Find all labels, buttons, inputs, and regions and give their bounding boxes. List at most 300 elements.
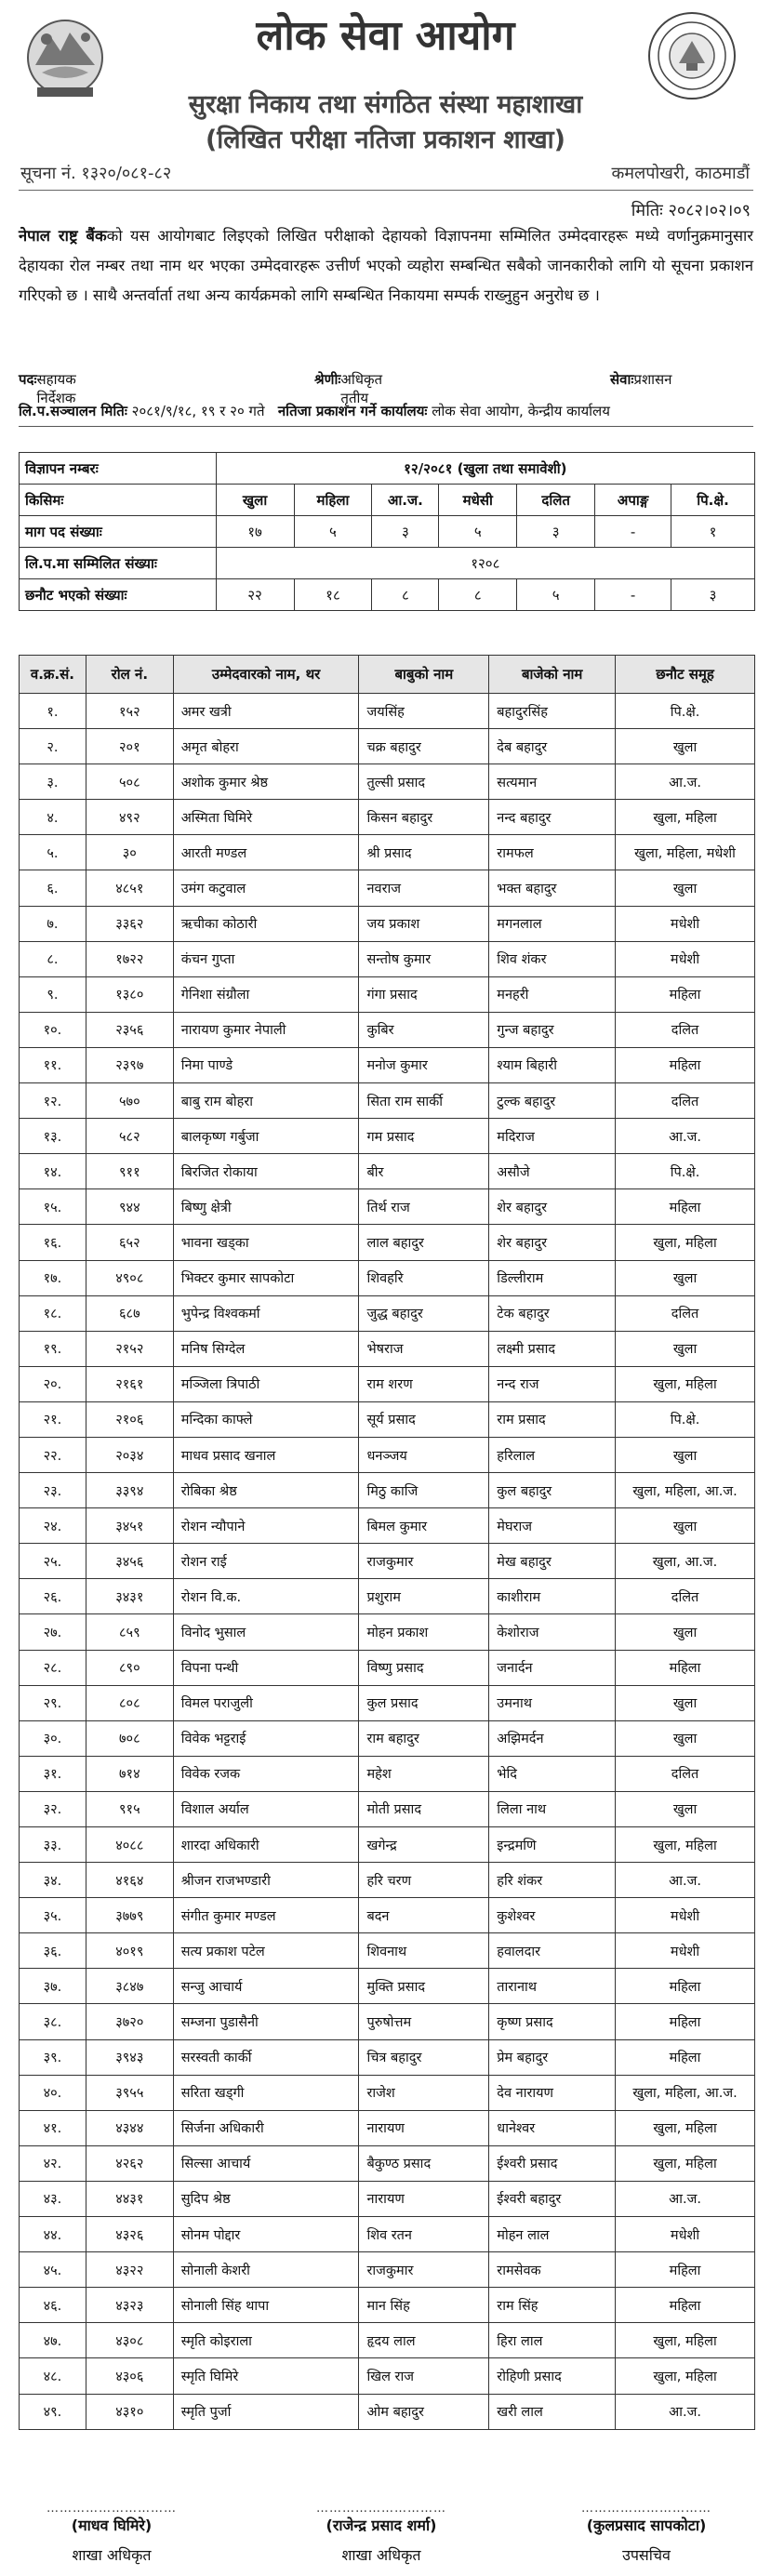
father-name-cell: किसन बहादुर (359, 800, 489, 835)
roll-number-cell: ४१६४ (86, 1863, 173, 1898)
level-field: श्रेणीः अधिकृत तृतीय (314, 371, 383, 406)
result-row (20, 1579, 755, 1614)
roll-number-cell: २०३४ (86, 1437, 173, 1472)
roll-number-cell: ८९० (86, 1650, 173, 1685)
grandfather-name-cell: मेघराज (489, 1508, 616, 1544)
grandfather-name-cell: भक्त बहादुर (489, 870, 616, 906)
selection-group-cell: आ.ज. (616, 2394, 755, 2429)
roll-number-cell: २०१ (86, 729, 173, 764)
demand-cell: ५ (439, 516, 517, 548)
result-row (20, 976, 755, 1012)
serial-cell: ८. (20, 941, 86, 976)
result-row (20, 1827, 755, 1863)
serial-cell: ३८. (20, 2004, 86, 2039)
roll-number-cell: २३९७ (86, 1047, 173, 1082)
father-name-cell: जुद्ध बहादुर (359, 1295, 489, 1331)
roll-number-cell: १५२ (86, 694, 173, 729)
header-grandfather-name: बाजेको नाम (489, 656, 616, 694)
selection-group-cell: दलित (616, 1012, 755, 1047)
serial-cell: १६. (20, 1225, 86, 1260)
result-row (20, 1260, 755, 1295)
result-row (20, 2004, 755, 2039)
selection-group-cell: मधेशी (616, 941, 755, 976)
selection-group-cell: खुला (616, 1331, 755, 1366)
demand-cell: ५ (294, 516, 372, 548)
selected-cell: ३ (671, 579, 755, 611)
selected-cell: १८ (294, 579, 372, 611)
selection-group-cell: महिला (616, 2004, 755, 2039)
father-name-cell: जयसिंह (359, 694, 489, 729)
result-row (20, 941, 755, 976)
serial-cell: ३. (20, 764, 86, 800)
father-name-cell: कुल प्रसाद (359, 1685, 489, 1720)
father-name-cell: शिवनाथ (359, 1933, 489, 1969)
vacancy-table (19, 452, 755, 611)
grandfather-name-cell: जनार्दन (489, 1650, 616, 1685)
roll-number-cell: ४३१० (86, 2394, 173, 2429)
result-row (20, 1614, 755, 1650)
father-name-cell: सिता राम सार्की (359, 1083, 489, 1119)
result-row (20, 1012, 755, 1047)
serial-cell: ३७. (20, 1969, 86, 2004)
roll-number-cell: ४३२३ (86, 2288, 173, 2323)
grandfather-name-cell: बहादुरसिंह (489, 694, 616, 729)
bank-name: नेपाल राष्ट्र बैंक (19, 227, 107, 245)
selection-group-cell: महिला (616, 1650, 755, 1685)
candidate-name-cell: अशोक कुमार श्रेष्ठ (173, 764, 359, 800)
selection-group-cell: खुला (616, 870, 755, 906)
grandfather-name-cell: हवालदार (489, 1933, 616, 1969)
selection-group-cell: खुला, महिला (616, 1827, 755, 1863)
result-row (20, 1047, 755, 1082)
candidate-name-cell: विशाल अर्याल (173, 1791, 359, 1826)
ad-number-value: १२/२०८१ (खुला तथा समावेशी) (216, 453, 754, 485)
father-name-cell: मिठु काजि (359, 1473, 489, 1508)
grandfather-name-cell: मदिराज (489, 1119, 616, 1154)
father-name-cell: भेषराज (359, 1331, 489, 1366)
appeared-value: १२०८ (216, 548, 754, 579)
selection-group-cell: खुला (616, 1720, 755, 1756)
selected-cell: - (595, 579, 671, 611)
father-name-cell: मोती प्रसाद (359, 1791, 489, 1826)
roll-number-cell: ५०८ (86, 764, 173, 800)
result-row (20, 1225, 755, 1260)
father-name-cell: गम प्रसाद (359, 1119, 489, 1154)
header-candidate-name: उम्मेदवारको नाम, थर (173, 656, 359, 694)
selected-cell: ८ (439, 579, 517, 611)
grandfather-name-cell: ईश्वरी प्रसाद (489, 2145, 616, 2181)
selection-group-cell: खुला, महिला (616, 800, 755, 835)
vacancy-selected-row (20, 579, 755, 611)
father-name-cell: चक्र बहादुर (359, 729, 489, 764)
serial-cell: २६. (20, 1579, 86, 1614)
signatory-1 (0, 2503, 223, 2565)
result-row (20, 1154, 755, 1189)
serial-cell: १५. (20, 1189, 86, 1225)
selection-group-cell: खुला (616, 1260, 755, 1295)
candidate-name-cell: बाबु राम बोहरा (173, 1083, 359, 1119)
serial-cell: १८. (20, 1295, 86, 1331)
selection-group-cell: खुला, महिला (616, 2110, 755, 2145)
father-name-cell: राम शरण (359, 1366, 489, 1401)
signatory-position: उपसचिव (622, 2546, 671, 2564)
father-name-cell: बीर (359, 1154, 489, 1189)
roll-number-cell: ४३०८ (86, 2323, 173, 2358)
result-row (20, 1933, 755, 1969)
candidate-name-cell: नारायण कुमार नेपाली (173, 1012, 359, 1047)
roll-number-cell: ९४४ (86, 1189, 173, 1225)
serial-cell: ४६. (20, 2288, 86, 2323)
signatory-position: शाखा अधिकृत (341, 2546, 421, 2564)
selection-group-cell: खुला (616, 1685, 755, 1720)
demand-label: माग पद संख्याः (20, 516, 217, 548)
grandfather-name-cell: रोहिणी प्रसाद (489, 2358, 616, 2394)
exam-meta-line (19, 402, 753, 427)
candidate-name-cell: विनोद भुसाल (173, 1614, 359, 1650)
selection-group-cell: मधेशी (616, 1933, 755, 1969)
father-name-cell: बैकुण्ठ प्रसाद (359, 2145, 489, 2181)
candidate-name-cell: उमंग कटुवाल (173, 870, 359, 906)
father-name-cell: नवराज (359, 870, 489, 906)
vacancy-type-row (20, 485, 755, 516)
grandfather-name-cell: नन्द राज (489, 1366, 616, 1401)
roll-number-cell: ४३२२ (86, 2252, 173, 2288)
serial-cell: ४०. (20, 2075, 86, 2110)
signatory-position: शाखा अधिकृत (72, 2546, 152, 2564)
father-name-cell: बिमल कुमार (359, 1508, 489, 1544)
selection-group-cell: खुला (616, 729, 755, 764)
roll-number-cell: ९१५ (86, 1791, 173, 1826)
candidate-name-cell: स्मृति कोइराला (173, 2323, 359, 2358)
service-field: सेवाः प्रशासन (610, 371, 672, 388)
father-name-cell: बदन (359, 1898, 489, 1933)
signature-line: ………………………… (581, 2502, 711, 2516)
selected-cell: २२ (216, 579, 294, 611)
result-row (20, 2145, 755, 2181)
notice-date: मितिः २०८२।०२।०९ (631, 201, 751, 220)
selection-group-cell: खुला, महिला (616, 1225, 755, 1260)
type-cell: महिला (294, 485, 372, 516)
grandfather-name-cell: काशीराम (489, 1579, 616, 1614)
selected-label: छनौट भएको संख्याः (20, 579, 217, 611)
serial-cell: १. (20, 694, 86, 729)
grandfather-name-cell: कृष्ण प्रसाद (489, 2004, 616, 2039)
roll-number-cell: ४८५१ (86, 870, 173, 906)
serial-cell: ३०. (20, 1720, 86, 1756)
grandfather-name-cell: शिव शंकर (489, 941, 616, 976)
selection-group-cell: खुला, महिला (616, 2323, 755, 2358)
serial-cell: २२. (20, 1437, 86, 1472)
result-row (20, 764, 755, 800)
result-row (20, 2181, 755, 2216)
result-row (20, 1969, 755, 2004)
section-title: (लिखित परीक्षा नतिजा प्रकाशन शाखा) (205, 126, 566, 154)
serial-cell: ३२. (20, 1791, 86, 1826)
results-table (19, 655, 755, 2430)
result-row (20, 1720, 755, 1756)
candidate-name-cell: भुपेन्द्र विश्वकर्मा (173, 1295, 359, 1331)
selection-group-cell: खुला (616, 1437, 755, 1472)
father-name-cell: विष्णु प्रसाद (359, 1650, 489, 1685)
father-name-cell: खगेन्द्र (359, 1827, 489, 1863)
roll-number-cell: ४९०८ (86, 1260, 173, 1295)
grandfather-name-cell: ईश्वरी बहादुर (489, 2181, 616, 2216)
selection-group-cell: महिला (616, 1189, 755, 1225)
grandfather-name-cell: देव नारायण (489, 2075, 616, 2110)
result-row (20, 1863, 755, 1898)
father-name-cell: राम बहादुर (359, 1720, 489, 1756)
division-title: सुरक्षा निकाय तथा संगठित संस्था महाशाखा (188, 90, 583, 119)
roll-number-cell: ३४३१ (86, 1579, 173, 1614)
signatory-name: (कुलप्रसाद सापकोटा) (586, 2516, 707, 2534)
serial-cell: ३१. (20, 1756, 86, 1791)
selection-group-cell: खुला (616, 1614, 755, 1650)
serial-cell: १७. (20, 1260, 86, 1295)
roll-number-cell: ५७० (86, 1083, 173, 1119)
candidate-name-cell: ऋचीका कोठारी (173, 906, 359, 941)
vacancy-demand-row (20, 516, 755, 548)
father-name-cell: नारायण (359, 2110, 489, 2145)
candidate-name-cell: बालकृष्ण गर्बुजा (173, 1119, 359, 1154)
result-row (20, 800, 755, 835)
notice-intro-text: को यस आयोगबाट लिइएको लिखित परीक्षाको देहायको विज्ञापनमा सम्मिलित उम्मेदवारहरू मध्ये वर्णानुक्रमानुसार देहायका रोल नम्बर तथा नाम थर भएका उम्मेदवारहरू उत्तीर्ण भएको व्यहोरा सम्बन्धित सबैको जानकारीको लागि यो सूचना प्रकाशन गरिएको छ । साथै अन्तर्वार्ता तथा अन्य कार्यक्रमको लागि सम्बन्धित निकायमा सम्पर्क राख्नुहुन अनुरोध छ । (19, 227, 753, 304)
grandfather-name-cell: देब बहादुर (489, 729, 616, 764)
selection-group-cell: खुला (616, 1791, 755, 1826)
father-name-cell: तिर्थ राज (359, 1189, 489, 1225)
result-row (20, 2358, 755, 2394)
father-name-cell: तुल्सी प्रसाद (359, 764, 489, 800)
demand-cell: १७ (216, 516, 294, 548)
selection-group-cell: आ.ज. (616, 2181, 755, 2216)
roll-number-cell: ३४५१ (86, 1508, 173, 1544)
selection-group-cell: खुला, महिला (616, 1366, 755, 1401)
psc-seal-logo (645, 9, 738, 102)
candidate-name-cell: रोशन राई (173, 1544, 359, 1579)
candidate-name-cell: सुदिप श्रेष्ठ (173, 2181, 359, 2216)
serial-cell: ३४. (20, 1863, 86, 1898)
selection-group-cell: दलित (616, 1083, 755, 1119)
selection-group-cell: मधेशी (616, 1898, 755, 1933)
roll-number-cell: ९११ (86, 1154, 173, 1189)
type-cell: पि.क्षे. (671, 485, 755, 516)
father-name-cell: सूर्य प्रसाद (359, 1401, 489, 1437)
father-name-cell: खिल राज (359, 2358, 489, 2394)
candidate-name-cell: अमृत बोहरा (173, 729, 359, 764)
roll-number-cell: २१५२ (86, 1331, 173, 1366)
father-name-cell: राजकुमार (359, 2252, 489, 2288)
signature-line: ………………………… (47, 2502, 177, 2516)
result-row (20, 729, 755, 764)
result-row (20, 1650, 755, 1685)
grandfather-name-cell: हरिलाल (489, 1437, 616, 1472)
notice-location: कमलपोखरी, काठमाडौं (611, 164, 750, 183)
result-row (20, 1295, 755, 1331)
roll-number-cell: १७२२ (86, 941, 173, 976)
selection-group-cell: मधेशी (616, 906, 755, 941)
candidate-name-cell: अमर खत्री (173, 694, 359, 729)
grandfather-name-cell: इन्द्रमणि (489, 1827, 616, 1863)
notice-reference-line (19, 158, 753, 191)
candidate-name-cell: मञ्जिला त्रिपाठी (173, 1366, 359, 1401)
grandfather-name-cell: लक्ष्मी प्रसाद (489, 1331, 616, 1366)
candidate-name-cell: माधव प्रसाद खनाल (173, 1437, 359, 1472)
type-cell: मधेसी (439, 485, 517, 516)
candidate-name-cell: रोशन न्यौपाने (173, 1508, 359, 1544)
result-row (20, 1401, 755, 1437)
candidate-name-cell: संगीत कुमार मण्डल (173, 1898, 359, 1933)
serial-cell: ४२. (20, 2145, 86, 2181)
father-name-cell: लाल बहादुर (359, 1225, 489, 1260)
demand-cell: १ (671, 516, 755, 548)
serial-cell: ४७. (20, 2323, 86, 2358)
grandfather-name-cell: कुल बहादुर (489, 1473, 616, 1508)
serial-cell: ४४. (20, 2217, 86, 2252)
father-name-cell: कुबिर (359, 1012, 489, 1047)
exam-date-field: लि.प.सञ्चालन मितिः २०८१/९/१८, १९ र २० गते (19, 403, 265, 419)
header-roll: रोल नं. (86, 656, 173, 694)
candidate-name-cell: शारदा अधिकारी (173, 1827, 359, 1863)
selection-group-cell: खुला, महिला (616, 2145, 755, 2181)
serial-cell: ४३. (20, 2181, 86, 2216)
result-row (20, 1331, 755, 1366)
father-name-cell: राजेश (359, 2075, 489, 2110)
roll-number-cell: २१६१ (86, 1366, 173, 1401)
result-row (20, 2075, 755, 2110)
result-row (20, 1898, 755, 1933)
grandfather-name-cell: राम सिंह (489, 2288, 616, 2323)
candidate-name-cell: भावना खड्का (173, 1225, 359, 1260)
result-row (20, 870, 755, 906)
grandfather-name-cell: कुशेश्वर (489, 1898, 616, 1933)
selection-group-cell: महिला (616, 2039, 755, 2075)
result-row (20, 1366, 755, 1401)
appeared-label: लि.प.मा सम्मिलित संख्याः (20, 548, 217, 579)
serial-cell: २३. (20, 1473, 86, 1508)
result-row (20, 694, 755, 729)
serial-cell: २९. (20, 1685, 86, 1720)
roll-number-cell: ३० (86, 835, 173, 870)
candidate-name-cell: सत्य प्रकाश पटेल (173, 1933, 359, 1969)
type-label: किसिमः (20, 485, 217, 516)
serial-cell: २१. (20, 1401, 86, 1437)
serial-cell: ४१. (20, 2110, 86, 2145)
serial-cell: २८. (20, 1650, 86, 1685)
signatory-name: (राजेन्द्र प्रसाद शर्मा) (326, 2516, 437, 2534)
candidate-name-cell: विवेक भट्टराई (173, 1720, 359, 1756)
father-name-cell: धनञ्जय (359, 1437, 489, 1472)
roll-number-cell: ३३६२ (86, 906, 173, 941)
father-name-cell: गंगा प्रसाद (359, 976, 489, 1012)
result-row (20, 1189, 755, 1225)
father-name-cell: ओम बहादुर (359, 2394, 489, 2429)
candidate-name-cell: सन्जु आचार्य (173, 1969, 359, 2004)
serial-cell: ४. (20, 800, 86, 835)
selection-group-cell: मधेशी (616, 2217, 755, 2252)
grandfather-name-cell: डिल्लीराम (489, 1260, 616, 1295)
serial-cell: ११. (20, 1047, 86, 1082)
candidate-name-cell: श्रीजन राजभण्डारी (173, 1863, 359, 1898)
signatory-3 (535, 2503, 758, 2565)
serial-cell: २७. (20, 1614, 86, 1650)
roll-number-cell: ८५९ (86, 1614, 173, 1650)
grandfather-name-cell: हिरा लाल (489, 2323, 616, 2358)
roll-number-cell: ३४५६ (86, 1544, 173, 1579)
father-name-cell: हृदय लाल (359, 2323, 489, 2358)
father-name-cell: राजकुमार (359, 1544, 489, 1579)
roll-number-cell: ४४३१ (86, 2181, 173, 2216)
candidate-name-cell: सरिता खड्गी (173, 2075, 359, 2110)
grandfather-name-cell: रामफल (489, 835, 616, 870)
candidate-name-cell: विपना पन्थी (173, 1650, 359, 1685)
father-name-cell: महेश (359, 1756, 489, 1791)
father-name-cell: पुरुषोत्तम (359, 2004, 489, 2039)
father-name-cell: मान सिंह (359, 2288, 489, 2323)
father-name-cell: मुक्ति प्रसाद (359, 1969, 489, 2004)
selected-cell: ८ (372, 579, 439, 611)
selection-group-cell: खुला, आ.ज. (616, 1544, 755, 1579)
serial-cell: ३९. (20, 2039, 86, 2075)
grandfather-name-cell: नन्द बहादुर (489, 800, 616, 835)
roll-number-cell: ३९५५ (86, 2075, 173, 2110)
father-name-cell: शिव रतन (359, 2217, 489, 2252)
father-name-cell: चित्र बहादुर (359, 2039, 489, 2075)
publisher-field: नतिजा प्रकाशन गर्ने कार्यालयः लोक सेवा आयोग, केन्द्रीय कार्यालय (277, 403, 610, 419)
selection-group-cell: पि.क्षे. (616, 1154, 755, 1189)
father-name-cell: हरि चरण (359, 1863, 489, 1898)
serial-cell: ४८. (20, 2358, 86, 2394)
father-name-cell: जय प्रकाश (359, 906, 489, 941)
roll-number-cell: १३८० (86, 976, 173, 1012)
candidate-name-cell: सिल्सा आचार्य (173, 2145, 359, 2181)
selection-group-cell: खुला, महिला (616, 2358, 755, 2394)
roll-number-cell: ८०८ (86, 1685, 173, 1720)
candidate-name-cell: विवेक रजक (173, 1756, 359, 1791)
candidate-name-cell: सिर्जना अधिकारी (173, 2110, 359, 2145)
selection-group-cell: आ.ज. (616, 764, 755, 800)
result-row (20, 1473, 755, 1508)
serial-cell: ७. (20, 906, 86, 941)
signatory-name: (माधव घिमिरे) (71, 2516, 153, 2534)
grandfather-name-cell: लिला नाथ (489, 1791, 616, 1826)
signature-line: ………………………… (316, 2502, 446, 2516)
result-row (20, 906, 755, 941)
selection-group-cell: आ.ज. (616, 1863, 755, 1898)
candidate-name-cell: सम्जना पुडासैनी (173, 2004, 359, 2039)
selection-group-cell: महिला (616, 1969, 755, 2004)
serial-cell: २०. (20, 1366, 86, 1401)
type-cell: दलित (517, 485, 595, 516)
result-row (20, 1756, 755, 1791)
vacancy-appeared-row (20, 548, 755, 579)
candidate-name-cell: रोबिका श्रेष्ठ (173, 1473, 359, 1508)
grandfather-name-cell: हरि शंकर (489, 1863, 616, 1898)
serial-cell: ६. (20, 870, 86, 906)
serial-cell: १९. (20, 1331, 86, 1366)
father-name-cell: मनोज कुमार (359, 1047, 489, 1082)
result-row (20, 2323, 755, 2358)
result-row (20, 1685, 755, 1720)
results-header-row (20, 656, 755, 694)
vacancy-ad-row (20, 453, 755, 485)
candidate-name-cell: रोशन वि.क. (173, 1579, 359, 1614)
selection-group-cell: महिला (616, 976, 755, 1012)
roll-number-cell: ६५२ (86, 1225, 173, 1260)
grandfather-name-cell: मेख बहादुर (489, 1544, 616, 1579)
grandfather-name-cell: खरी लाल (489, 2394, 616, 2429)
type-cell: आ.ज. (372, 485, 439, 516)
notice-number: सूचना नं. १३२०/०८१-८२ (20, 164, 172, 183)
serial-cell: ९. (20, 976, 86, 1012)
